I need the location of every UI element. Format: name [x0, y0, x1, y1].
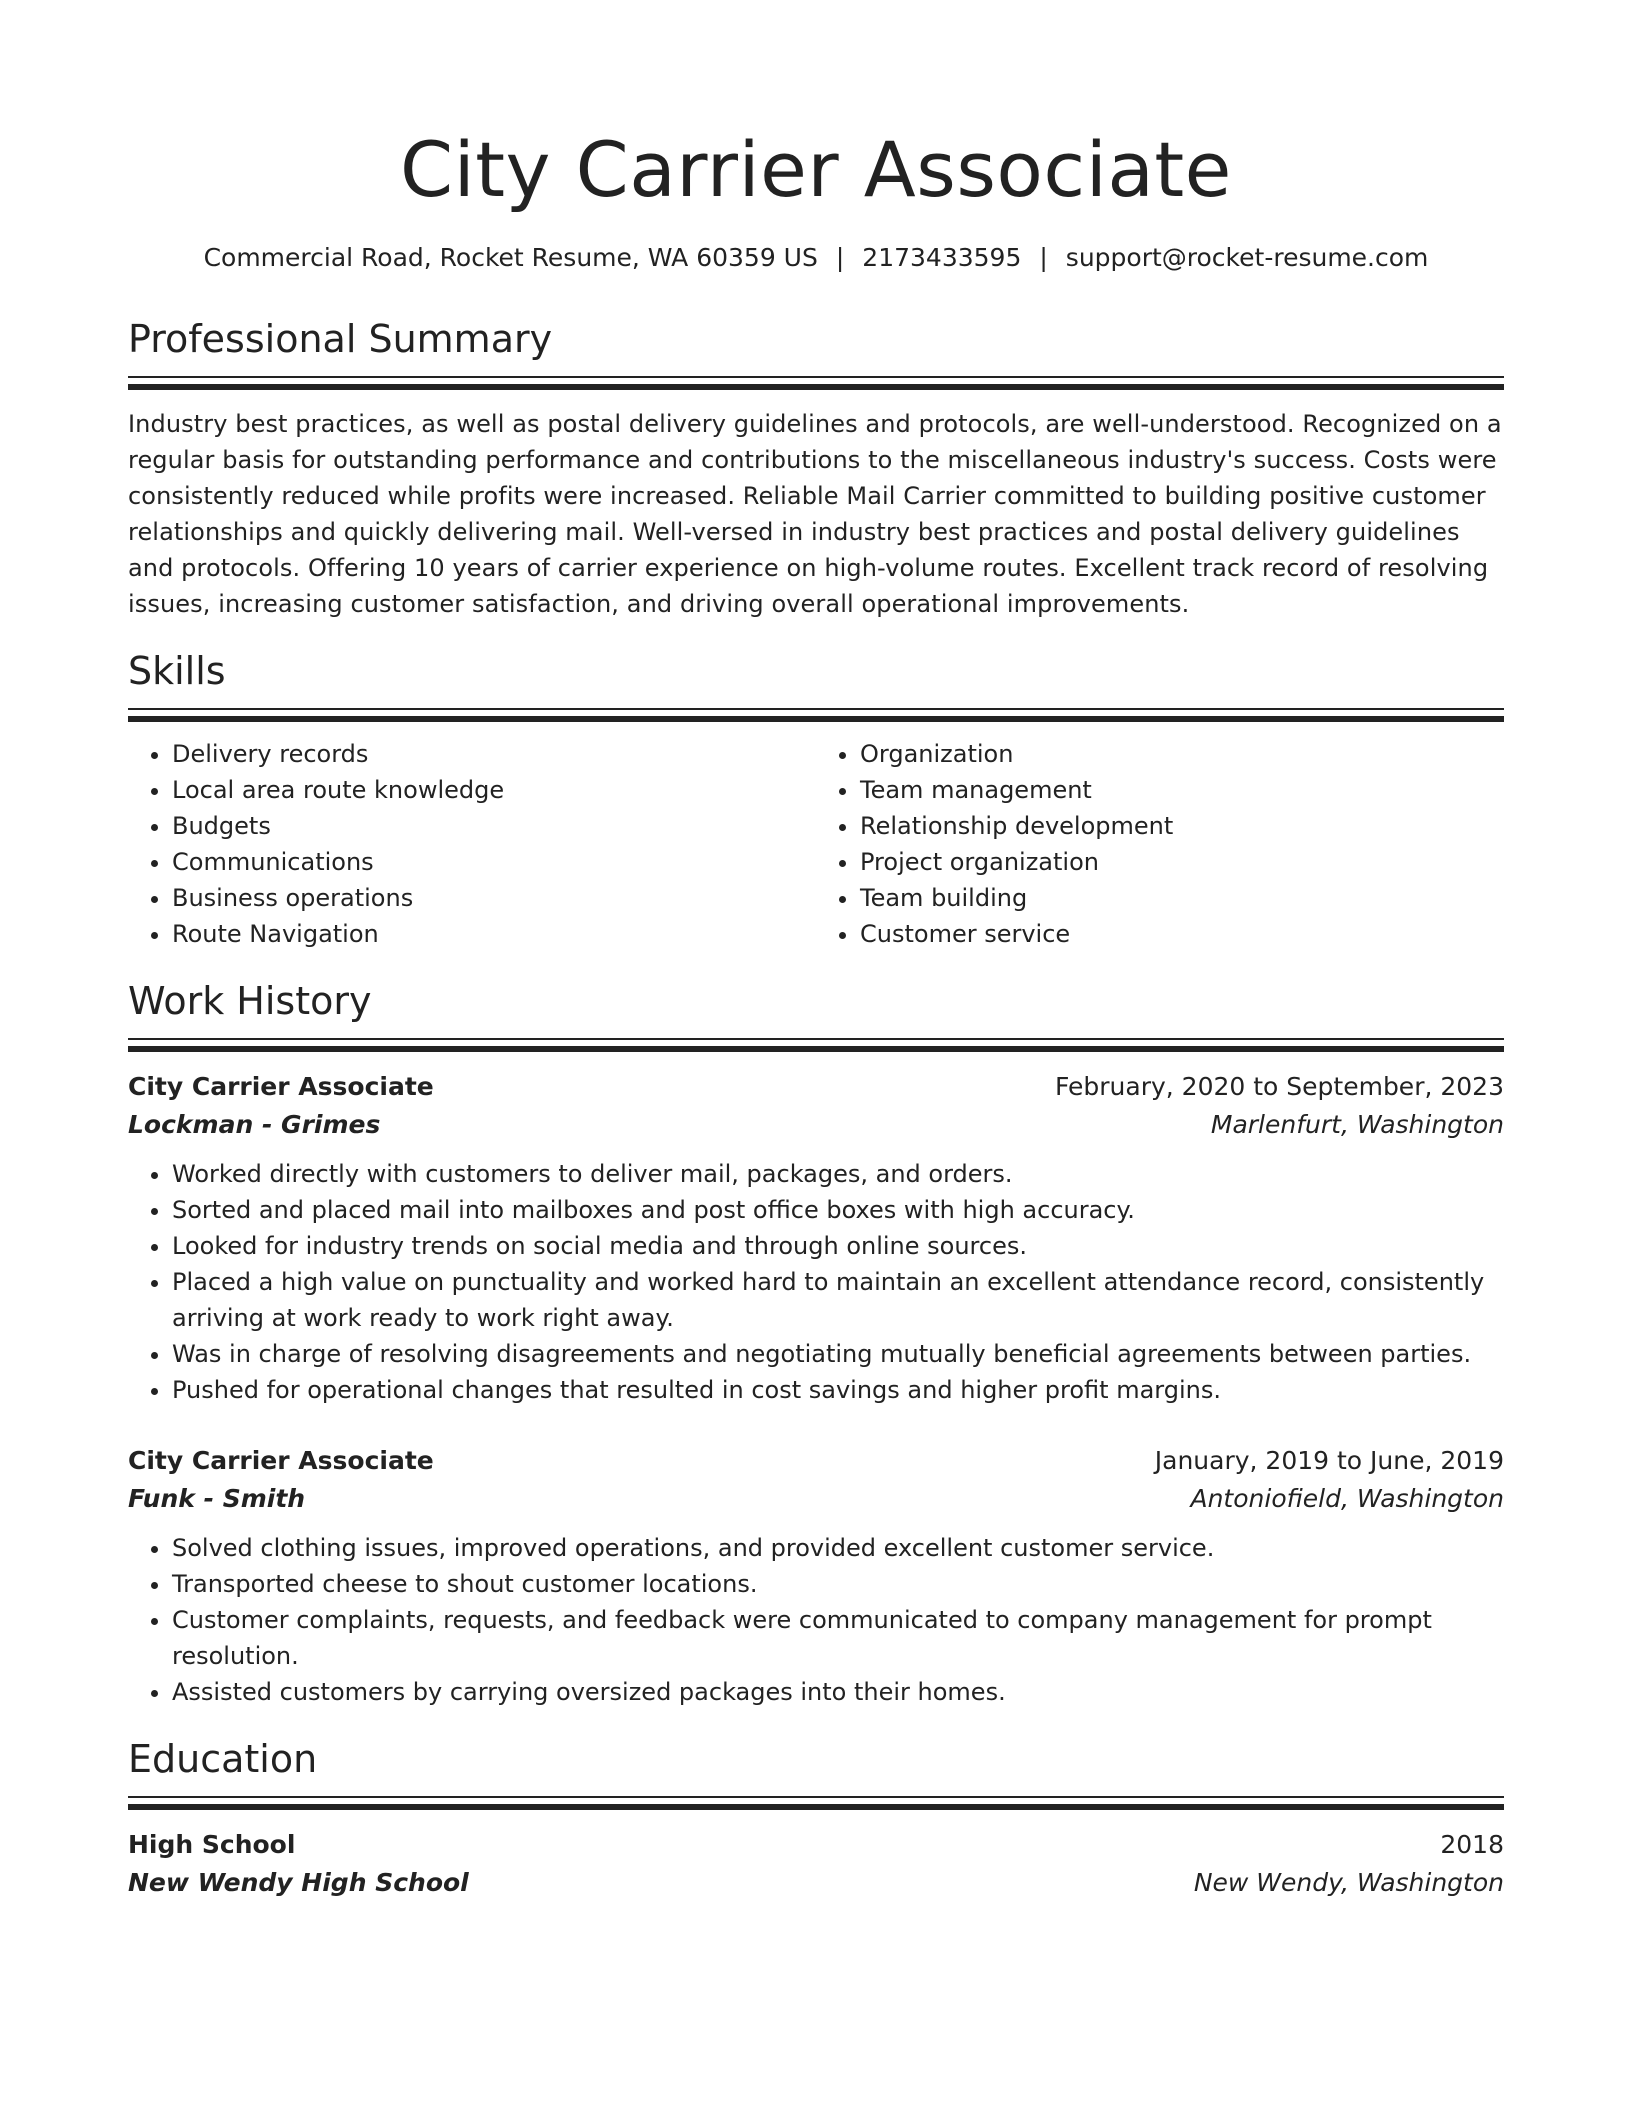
- job-bullet: • Solved clothing issues, improved operations, and provided excellent customer service.: [172, 1530, 1504, 1566]
- work-history-section: [128, 976, 1504, 1710]
- section-divider-thin: [128, 708, 1504, 710]
- contact-separator: |: [835, 243, 845, 272]
- job-entry: [128, 1068, 1504, 1408]
- skill-item: • Communications: [172, 844, 816, 880]
- section-divider-thick: [128, 716, 1504, 722]
- job-company-row: [128, 1106, 1504, 1144]
- job-dates: January, 2019 to June, 2019: [1154, 1446, 1504, 1475]
- candidate-name: City Carrier Associate: [400, 125, 1232, 214]
- contact-address: Commercial Road, Rocket Resume, WA 60359 US: [203, 243, 818, 272]
- education-location: New Wendy, Washington: [1193, 1868, 1504, 1897]
- education-school: New Wendy High School: [128, 1868, 469, 1897]
- job-bullets: [128, 1530, 1504, 1710]
- skills-list-right: [816, 736, 1504, 952]
- section-divider-thin: [128, 376, 1504, 378]
- job-location: Marlenfurt, Washington: [1210, 1110, 1504, 1139]
- education-entry: [128, 1826, 1504, 1902]
- section-divider-thick: [128, 1804, 1504, 1810]
- job-title: City Carrier Associate: [128, 1072, 434, 1101]
- job-bullet: • Transported cheese to shout customer locations.: [172, 1566, 1504, 1602]
- job-bullet: • Worked directly with customers to deliver mail, packages, and orders.: [172, 1156, 1504, 1192]
- section-divider-thin: [128, 1038, 1504, 1040]
- skill-item: • Business operations: [172, 880, 816, 916]
- summary-text: Industry best practices, as well as postal delivery guidelines and protocols, are well-understood. Recognized on a regular basis for outstanding performance and contributions to the miscellaneous industry's success. Costs were consistently reduced while profits were increased. Reliable Mail Carrier committed to building positive customer relationships and quickly delivering mail. Well-versed in industry best practices and postal delivery guidelines and protocols. Offering 10 years of carrier experience on high-volume routes. Excellent track record of resolving issues, increasing customer satisfaction, and driving overall operational improvements.: [128, 410, 1502, 618]
- work-history-heading: Work History: [128, 979, 372, 1023]
- job-company-row: [128, 1480, 1504, 1518]
- job-header-row: [128, 1442, 1504, 1480]
- education-school-row: [128, 1864, 1504, 1902]
- section-divider-thin: [128, 1796, 1504, 1798]
- skill-item: • Delivery records: [172, 736, 816, 772]
- skill-item: • Customer service: [860, 916, 1504, 952]
- job-bullet: • Customer complaints, requests, and feedback were communicated to company management for prompt resolution.: [172, 1602, 1504, 1674]
- contact-phone: 2173433595: [862, 243, 1022, 272]
- education-degree: High School: [128, 1830, 296, 1859]
- skills-section: [128, 646, 1504, 952]
- education-section: [128, 1734, 1504, 1902]
- education-year: 2018: [1440, 1830, 1504, 1859]
- job-header-row: [128, 1068, 1504, 1106]
- skill-item: • Project organization: [860, 844, 1504, 880]
- summary-heading: Professional Summary: [128, 317, 553, 361]
- skill-item: • Local area route knowledge: [172, 772, 816, 808]
- skill-item: • Budgets: [172, 808, 816, 844]
- skill-item: • Relationship development: [860, 808, 1504, 844]
- section-divider-thick: [128, 384, 1504, 390]
- skill-item: • Team building: [860, 880, 1504, 916]
- job-bullet: • Sorted and placed mail into mailboxes and post office boxes with high accuracy.: [172, 1192, 1504, 1228]
- job-company: Funk - Smith: [128, 1484, 306, 1513]
- job-bullet: • Looked for industry trends on social media and through online sources.: [172, 1228, 1504, 1264]
- skill-item: • Team management: [860, 772, 1504, 808]
- skills-heading: Skills: [128, 649, 226, 693]
- job-bullets: [128, 1156, 1504, 1408]
- job-company: Lockman - Grimes: [128, 1110, 381, 1139]
- skills-columns: [128, 736, 1504, 952]
- job-dates: February, 2020 to September, 2023: [1055, 1072, 1504, 1101]
- contact-separator: |: [1039, 243, 1048, 272]
- skills-list-left: [128, 736, 816, 952]
- job-entry: [128, 1442, 1504, 1710]
- job-bullet: • Placed a high value on punctuality and worked hard to maintain an excellent attendance record, consistently arriving at work ready to work right away.: [172, 1264, 1504, 1336]
- job-location: Antoniofield, Washington: [1190, 1484, 1504, 1513]
- job-bullet: • Pushed for operational changes that resulted in cost savings and higher profit margins.: [172, 1372, 1504, 1408]
- job-title: City Carrier Associate: [128, 1446, 434, 1475]
- skill-item: • Route Navigation: [172, 916, 816, 952]
- contact-line: [128, 240, 1504, 276]
- education-header-row: [128, 1826, 1504, 1864]
- job-bullet: • Was in charge of resolving disagreements and negotiating mutually beneficial agreements between parties.: [172, 1336, 1504, 1372]
- section-divider-thick: [128, 1046, 1504, 1052]
- contact-email: support@rocket-resume.com: [1065, 243, 1429, 272]
- job-bullet: • Assisted customers by carrying oversized packages into their homes.: [172, 1674, 1504, 1710]
- education-heading: Education: [128, 1737, 318, 1781]
- summary-section: [128, 314, 1504, 622]
- skill-item: • Organization: [860, 736, 1504, 772]
